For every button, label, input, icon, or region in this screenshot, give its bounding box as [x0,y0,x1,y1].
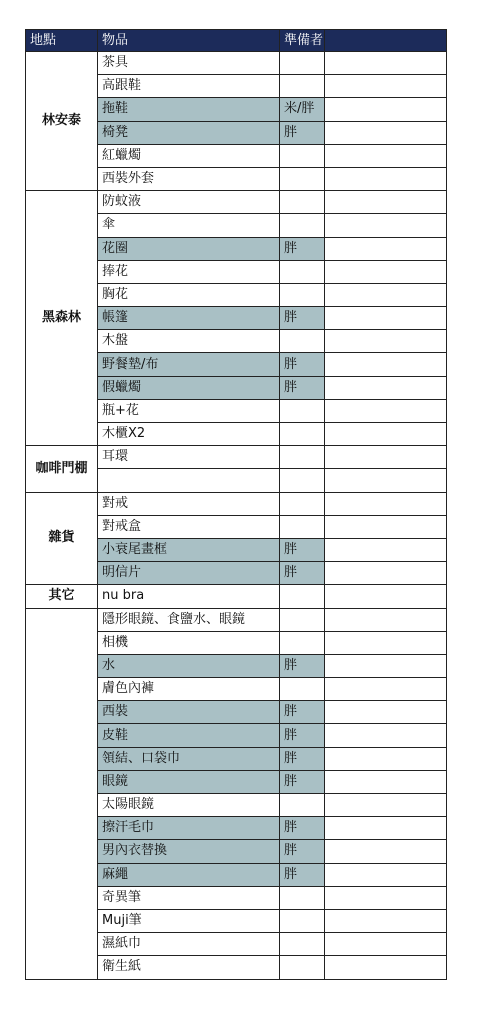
extra-cell [325,237,447,260]
item-cell: 木櫃X2 [98,423,280,446]
item-cell: 西裝外套 [98,167,280,190]
preparer-cell: 胖 [280,840,325,863]
extra-cell [325,144,447,167]
preparer-cell: 胖 [280,654,325,677]
header-row [26,30,447,52]
preparer-cell [280,515,325,538]
item-cell: 耳環 [98,446,280,469]
item-cell: 野餐墊/布 [98,353,280,376]
location-cell: 林安泰 [26,52,98,191]
item-cell [98,469,280,492]
location-cell: 黑森林 [26,191,98,446]
preparer-cell: 胖 [280,538,325,561]
item-cell: 西裝 [98,701,280,724]
header-preparer: 準備者 [280,30,325,52]
preparer-cell [280,933,325,956]
table-row [26,492,447,515]
table-row [26,608,447,631]
extra-cell [325,956,447,979]
extra-cell [325,492,447,515]
item-cell: 領結、口袋巾 [98,747,280,770]
extra-cell [325,423,447,446]
extra-cell [325,585,447,608]
extra-cell [325,817,447,840]
item-cell: 高跟鞋 [98,75,280,98]
location-cell [26,608,98,979]
extra-cell [325,353,447,376]
item-cell: 對戒 [98,492,280,515]
item-cell: 皮鞋 [98,724,280,747]
extra-cell [325,214,447,237]
preparer-cell: 胖 [280,724,325,747]
header-item: 物品 [98,30,280,52]
preparer-cell [280,399,325,422]
preparer-cell [280,167,325,190]
table-row [26,52,447,75]
preparer-cell [280,330,325,353]
checklist-table [25,29,447,980]
preparer-cell [280,886,325,909]
item-cell: 小衰尾畫框 [98,538,280,561]
extra-cell [325,469,447,492]
preparer-cell [280,283,325,306]
preparer-cell [280,191,325,214]
location-cell: 咖啡門棚 [26,446,98,492]
preparer-cell: 胖 [280,562,325,585]
extra-cell [325,75,447,98]
extra-cell [325,886,447,909]
preparer-cell: 胖 [280,770,325,793]
item-cell: 拖鞋 [98,98,280,121]
extra-cell [325,121,447,144]
item-cell: 花圈 [98,237,280,260]
extra-cell [325,283,447,306]
preparer-cell [280,260,325,283]
item-cell: 衛生紙 [98,956,280,979]
preparer-cell [280,678,325,701]
preparer-cell [280,585,325,608]
preparer-cell [280,75,325,98]
preparer-cell: 胖 [280,817,325,840]
preparer-cell [280,608,325,631]
extra-cell [325,909,447,932]
item-cell: 眼鏡 [98,770,280,793]
item-cell: 太陽眼鏡 [98,794,280,817]
item-cell: 胸花 [98,283,280,306]
extra-cell [325,631,447,654]
item-cell: 捧花 [98,260,280,283]
extra-cell [325,863,447,886]
extra-cell [325,98,447,121]
preparer-cell [280,909,325,932]
item-cell: 濕紙巾 [98,933,280,956]
extra-cell [325,446,447,469]
item-cell: 傘 [98,214,280,237]
extra-cell [325,191,447,214]
item-cell: 麻繩 [98,863,280,886]
item-cell: Muji筆 [98,909,280,932]
item-cell: 椅凳 [98,121,280,144]
preparer-cell [280,492,325,515]
extra-cell [325,678,447,701]
extra-cell [325,770,447,793]
extra-cell [325,840,447,863]
location-cell: 雜貨 [26,492,98,585]
extra-cell [325,933,447,956]
header-location: 地點 [26,30,98,52]
extra-cell [325,307,447,330]
item-cell: 奇異筆 [98,886,280,909]
item-cell: 紅蠟燭 [98,144,280,167]
preparer-cell: 胖 [280,353,325,376]
header-extra [325,30,447,52]
extra-cell [325,167,447,190]
checklist-sheet [25,29,446,987]
item-cell: 防蚊液 [98,191,280,214]
preparer-cell [280,423,325,446]
table-row [26,446,447,469]
checklist-body [26,52,447,980]
extra-cell [325,747,447,770]
extra-cell [325,399,447,422]
preparer-cell [280,794,325,817]
item-cell: 假蠟燭 [98,376,280,399]
extra-cell [325,724,447,747]
item-cell: 茶具 [98,52,280,75]
preparer-cell: 胖 [280,376,325,399]
item-cell: 男內衣替換 [98,840,280,863]
preparer-cell: 胖 [280,701,325,724]
preparer-cell: 胖 [280,307,325,330]
extra-cell [325,515,447,538]
preparer-cell: 米/胖 [280,98,325,121]
extra-cell [325,52,447,75]
item-cell: 隱形眼鏡、食鹽水、眼鏡 [98,608,280,631]
preparer-cell [280,469,325,492]
table-row [26,191,447,214]
preparer-cell: 胖 [280,121,325,144]
extra-cell [325,608,447,631]
preparer-cell: 胖 [280,237,325,260]
preparer-cell [280,52,325,75]
item-cell: 瓶+花 [98,399,280,422]
item-cell: 對戒盒 [98,515,280,538]
item-cell: 水 [98,654,280,677]
item-cell: 木盤 [98,330,280,353]
location-cell: 其它 [26,585,98,608]
preparer-cell [280,631,325,654]
preparer-cell [280,956,325,979]
preparer-cell: 胖 [280,863,325,886]
extra-cell [325,376,447,399]
extra-cell [325,794,447,817]
preparer-cell [280,446,325,469]
extra-cell [325,701,447,724]
preparer-cell [280,214,325,237]
extra-cell [325,654,447,677]
item-cell: 明信片 [98,562,280,585]
extra-cell [325,260,447,283]
table-row [26,585,447,608]
preparer-cell [280,144,325,167]
preparer-cell: 胖 [280,747,325,770]
item-cell: 擦汗毛巾 [98,817,280,840]
extra-cell [325,538,447,561]
item-cell: 帳篷 [98,307,280,330]
item-cell: 相機 [98,631,280,654]
extra-cell [325,330,447,353]
item-cell: nu bra [98,585,280,608]
extra-cell [325,562,447,585]
item-cell: 膚色內褲 [98,678,280,701]
